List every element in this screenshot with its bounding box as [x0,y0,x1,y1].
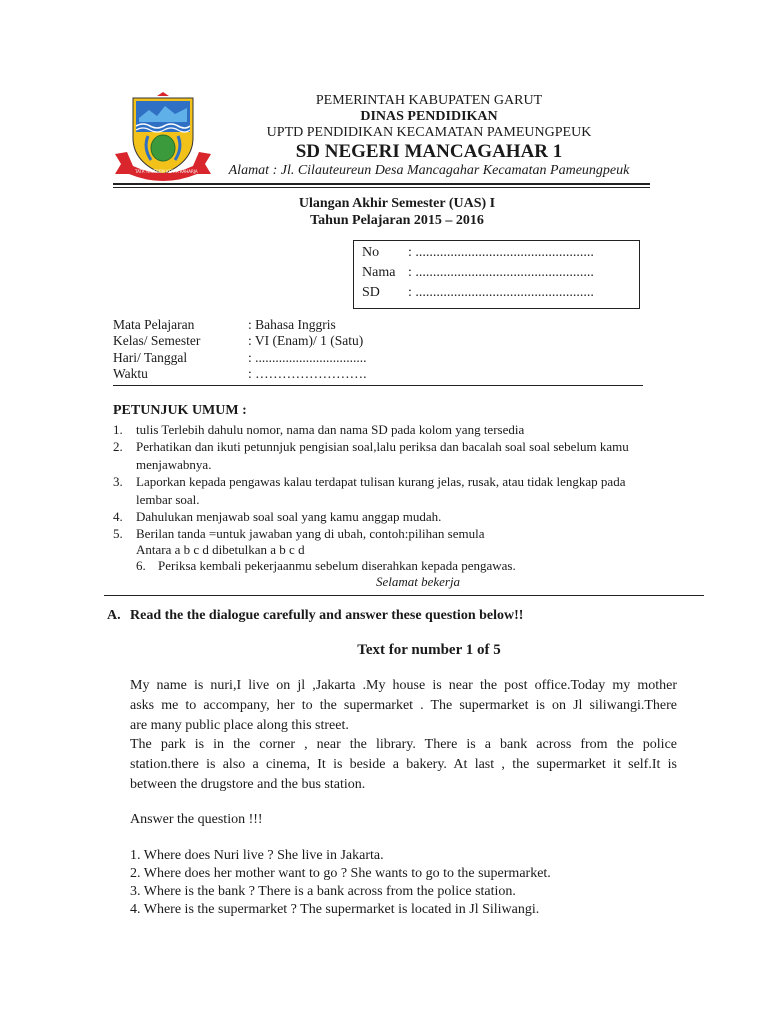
identity-box [353,240,640,309]
answer-prompt: Answer the question !!! [130,812,263,827]
question-item: 4. Where is the supermarket ? The supermarket is located in Jl Siliwangi. [130,902,540,917]
header-divider-thick [113,183,650,185]
info-label: Mata Pelajaran [113,317,195,332]
text-title: Text for number 1 of 5 [357,642,501,658]
passage-line: between the drugstore and the bus station. [130,777,366,792]
info-label: Hari/ Tanggal [113,350,188,365]
header-uptd: UPTD PENDIDIKAN KECAMATAN PAMEUNGPEUK [266,125,592,140]
instruction-item: Dahulukan menjawab soal soal yang kamu anggap mudah. [136,509,442,524]
exam-year: Tahun Pelajaran 2015 – 2016 [310,213,484,228]
passage-line: My name is nuri,I live on jl ,Jakarta .My house is near the post office.Today my mother [130,678,677,693]
question-item: 2. Where does her mother want to go ? She wants to go to the supermarket. [130,866,551,881]
instruction-item-cont: menjawabnya. [136,457,212,472]
identity-row-nama[interactable] [362,265,594,281]
instruction-item: Periksa kembali pekerjaanmu sebelum diserahkan kepada pengawas. [158,558,516,573]
instruction-item: Laporkan kepada pengawas kalau terdapat tulisan kurang jelas, rusak, atau tidak lengkap pada [136,474,626,489]
info-label: Waktu [113,366,148,381]
section-divider [104,595,704,596]
instruction-number: 1. [113,422,123,437]
passage-line: The park is in the corner , near the library. There is a bank across from the police [130,737,677,752]
identity-row-no[interactable] [362,245,594,261]
instruction-number: 5. [113,526,123,541]
instruction-number: 6. [136,558,146,573]
exam-title: Ulangan Akhir Semester (UAS) I [298,196,496,211]
identity-row-sd[interactable] [362,285,594,301]
instruction-number: 3. [113,474,123,489]
info-class [113,333,364,349]
header-address: Alamat : Jl. Cilauteureun Desa Mancagahar Kecamatan Pameungpeuk [228,163,630,178]
info-value: : Bahasa Inggris [248,317,336,332]
info-time [113,366,367,382]
identity-value: : ................................................... [408,245,594,260]
section-label: A. [107,608,121,623]
info-subject [113,317,336,333]
instruction-item: Perhatikan dan ikuti petunnjuk pengisian soal,lalu periksa dan bacalah soal soal sebelum kamu [136,439,629,454]
passage-line: are many public place along this street. [130,718,349,733]
instruction-number: 4. [113,509,123,524]
section-heading: Read the the dialogue carefully and answer these question below!! [130,608,524,623]
identity-label: SD [362,285,380,300]
instruction-number: 2. [113,439,123,454]
question-item: 1. Where does Nuri live ? She live in Jakarta. [130,848,384,863]
instruction-item-cont: lembar soal. [136,492,200,507]
identity-value: : ................................................... [408,285,594,300]
info-label: Kelas/ Semester [113,333,201,348]
info-divider [113,385,643,386]
header-department: DINAS PENDIDIKAN [360,109,498,124]
identity-value: : ................................................... [408,265,594,280]
header-school-name: SD NEGERI MANCAGAHAR 1 [295,141,563,162]
instruction-item-cont: Antara a b c d dibetulkan a b c d [136,542,305,557]
instruction-item: Berilan tanda =untuk jawaban yang di ubah, contoh:pilihan semula [136,526,485,541]
instructions-heading: PETUNJUK UMUM : [113,403,247,418]
instructions-closing: Selamat bekerja [375,574,461,589]
instruction-item: tulis Terlebih dahulu nomor, nama dan nama SD pada kolom yang tersedia [136,422,525,437]
identity-label: No [362,245,380,260]
info-value: : ................................. [248,350,367,365]
info-value: : ……………………. [248,366,367,381]
header-government: PEMERINTAH KABUPATEN GARUT [315,93,543,108]
emblem-ribbon-text: TATA TENTREM KERTA RAHARJA [135,169,198,174]
passage-line: station.there is also a cinema, It is beside a bakery. At last , the supermarket it self.It is [130,757,677,772]
info-date [113,350,367,366]
identity-label: Nama [362,265,396,280]
info-value: : VI (Enam)/ 1 (Satu) [248,333,364,348]
header-divider-thin [113,187,650,188]
passage-line: asks me to accompany, her to the supermarket . The supermarket is on Jl siliwangi.There [130,698,677,713]
question-item: 3. Where is the bank ? There is a bank across from the police station. [130,884,516,899]
